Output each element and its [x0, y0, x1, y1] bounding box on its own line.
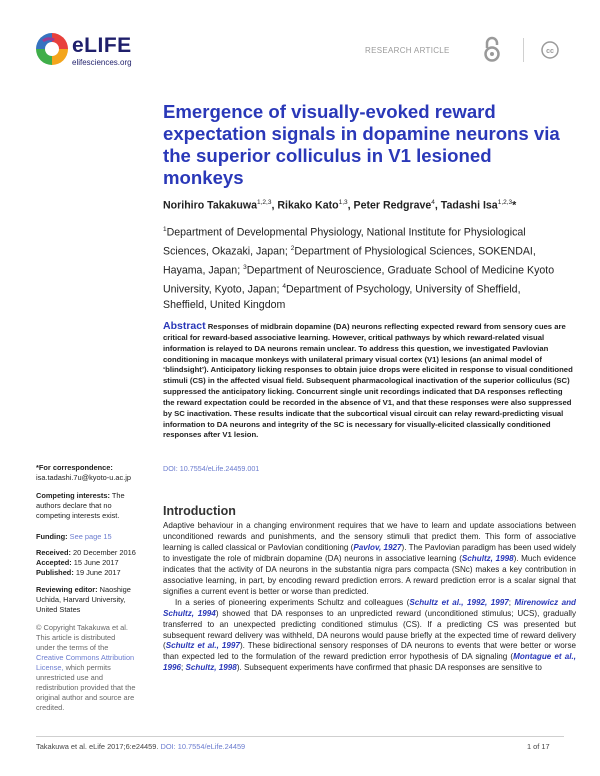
abstract-text: Responses of midbrain dopamine (DA) neurons reflecting expected reward from sensory cues are critical for reward-based associative learning. However, critical pathways by which reward-related visual information is relayed to DA neurons remain unclear. To address this question, we investigated Pavlovian conditioning in macaque monkeys with unilateral primary visual cortex (V1) lesions (an animal model of ‘blindsight’). Anticipatory licking responses to obtain juice drops were elicited in response to visual conditioned stimuli (CS) in the affected visual field. Subsequent pharmacological inactivation of the superior colliculus (SC) suppressed the anticipatory licking. Concurrent single unit recordings indicated that DA responses reflecting the reward expectation could be recorded in the absence of V1, and that these responses were also suppressed by SC inactivation. These results indicate that the subcortical visual circuit can relay reward-predicting visual information to DA neurons and integrity of the SC is necessary for visually-elicited classically conditioned responses after V1 lesion. [163, 322, 573, 440]
logo-url[interactable]: elifesciences.org [72, 58, 132, 67]
logo-wordmark: eLIFE [72, 34, 132, 57]
funding-label: Funding: [36, 532, 68, 541]
intro-text: In a series of pioneering experiments Schultz and colleagues ( [175, 597, 410, 607]
citation-link[interactable]: Schultz, 1998 [185, 663, 237, 673]
footer-citation-text: Takakuwa et al. eLife 2017;6:e24459. [36, 742, 159, 751]
creative-commons-icon[interactable] [541, 41, 559, 59]
received-date: 20 December 2016 [72, 548, 136, 557]
intro-text: Adaptive behaviour in a changing environment requires that we have to learn and update associations between unconditioned rewards and punishments, and the sensory stimuli that predict them. This form of associative learning is called classical or Pavlovian conditioning ( [163, 521, 576, 552]
footer-doi-link[interactable]: DOI: 10.7554/eLife.24459 [160, 742, 246, 751]
correspondence-email[interactable]: isa.tadashi.7u@kyoto-u.ac.jp [36, 473, 132, 482]
affil-sup: 3 [243, 263, 247, 271]
accepted-date: 15 June 2017 [73, 558, 119, 567]
author-separator: , [347, 199, 354, 212]
author-affil-sup: 1,3 [338, 199, 348, 206]
author-list [163, 199, 583, 212]
affil-sup: 1 [163, 226, 167, 233]
accepted-label: Accepted: [36, 558, 72, 567]
affil-text: Department of Developmental Physiology, National Institute for Physiological Sciences, Okazaki, Japan; [163, 226, 526, 258]
license-link[interactable]: Creative Commons Attribution License, [36, 653, 135, 672]
published-label: Published: [36, 568, 74, 577]
elife-logo-icon[interactable] [34, 31, 70, 67]
reviewing-editor-note [36, 585, 136, 615]
citation-link[interactable]: Mirenowicz and Schultz, 1994 [163, 597, 577, 618]
affil-sup: 4 [282, 282, 286, 290]
funding-note [36, 532, 136, 542]
abstract [163, 321, 575, 441]
intro-text: ). The Pavlovian paradigm has been used widely to investigate the role of midbrain dopamine (DA) neurons in associative learning ( [163, 542, 577, 563]
citation-link[interactable]: Schultz, 1998 [461, 553, 514, 563]
author-name[interactable]: Peter Redgrave [353, 199, 432, 212]
intro-text: ) showed that DA responses to an unpredicted reward (unconditioned stimulus; UCS), gradually transferred to an unexpected predicting conditioned stimulus (CS). If a predicting CS was presented but subsequent reward delivery was withheld, DA neurons would pause briefly at the expected time of reward delivery ( [163, 608, 576, 651]
author-separator: , [271, 199, 278, 212]
affil-text: Department of Psychology, University of Sheffield, Sheffield, United Kingdom [163, 283, 521, 311]
author-affil-sup: 1,2,3 [497, 199, 513, 206]
article-type-label: RESEARCH ARTICLE [365, 46, 450, 55]
affil-sup: 2 [290, 244, 295, 252]
author-affil-sup: 1,2,3 [257, 199, 272, 206]
article-dates [36, 548, 136, 578]
intro-paragraph-1 [163, 521, 576, 598]
copyright-note [36, 623, 136, 713]
correspondence-note [36, 463, 136, 483]
intro-text: ). Subsequent experiments have confirmed that phasic DA responses are sensitive to [236, 663, 542, 673]
correspondence-label: *For correspondence: [36, 463, 113, 472]
footer-rule [36, 736, 564, 737]
received-label: Received: [36, 548, 71, 557]
author-name[interactable]: Rikako Kato [277, 199, 339, 212]
reviewing-editor-label: Reviewing editor: [36, 585, 98, 594]
svg-text:cc: cc [546, 48, 554, 55]
competing-interests-text: The authors declare that no competing interests exist. [36, 491, 125, 520]
intro-text: ; [181, 663, 186, 673]
abstract-doi-link[interactable]: DOI: 10.7554/eLife.24459.001 [163, 464, 260, 473]
abstract-heading: Abstract [163, 320, 206, 332]
affiliations [163, 222, 563, 313]
author-separator: , [434, 199, 441, 212]
competing-interests-note [36, 491, 136, 521]
competing-interests-label: Competing interests: [36, 491, 110, 500]
intro-paragraph-2 [163, 598, 576, 675]
open-access-icon[interactable] [481, 36, 503, 62]
author-name[interactable]: Norihiro Takakuwa [163, 199, 257, 212]
intro-text: ). Much evidence indicates that the activity of DA neurons in the substantia nigra pars compacta (SNc) makes a key contribution in associative learning, in part, by encoding reward prediction errors. A reward prediction error is a scalar signal that signifies a current event is better or worse than predicted. [163, 553, 576, 596]
article-title: Emergence of visually-evoked reward expectation signals in dopamine neurons via the superior colliculus in V1 lesioned monkeys [163, 101, 560, 188]
page-number: 1 of 17 [527, 742, 550, 751]
copyright-text-rest: which permits unrestricted use and redistribution provided that the original author and source are credited. [36, 663, 136, 712]
author-separator: * [512, 199, 517, 212]
citation-link[interactable]: Schultz et al., 1997 [165, 641, 240, 651]
intro-text: ). These bidirectional sensory responses of DA neurons to events that were better or worse than expected led to the formulation of the reward prediction error hypothesis of DA signaling ( [163, 641, 576, 662]
introduction-heading: Introduction [163, 504, 236, 518]
affil-text: Department of Neuroscience, Graduate School of Medicine Kyoto University, Kyoto, Japan; [163, 264, 555, 296]
author-affil-sup: 4 [431, 199, 435, 206]
copyright-text: © Copyright Takakuwa et al. This article is distributed under the terms of the [36, 623, 128, 652]
header-divider [523, 38, 524, 62]
citation-link[interactable]: Montague et al., 1996 [163, 652, 576, 673]
affil-text: Department of Physiological Sciences, SOKENDAI, Hayama, Japan; [163, 245, 536, 277]
footer-citation [36, 742, 245, 751]
citation-link[interactable]: Pavlov, 1927 [353, 542, 402, 552]
reviewing-editor-name: Naoshige Uchida, Harvard University, United States [36, 585, 131, 614]
citation-link[interactable]: Schultz et al., 1992, 1997 [409, 597, 509, 607]
intro-text: ; [508, 597, 515, 607]
author-name[interactable]: Tadashi Isa [440, 199, 498, 212]
funding-link[interactable]: See page 15 [69, 532, 112, 541]
introduction-body [163, 521, 576, 674]
published-date: 19 June 2017 [75, 568, 121, 577]
